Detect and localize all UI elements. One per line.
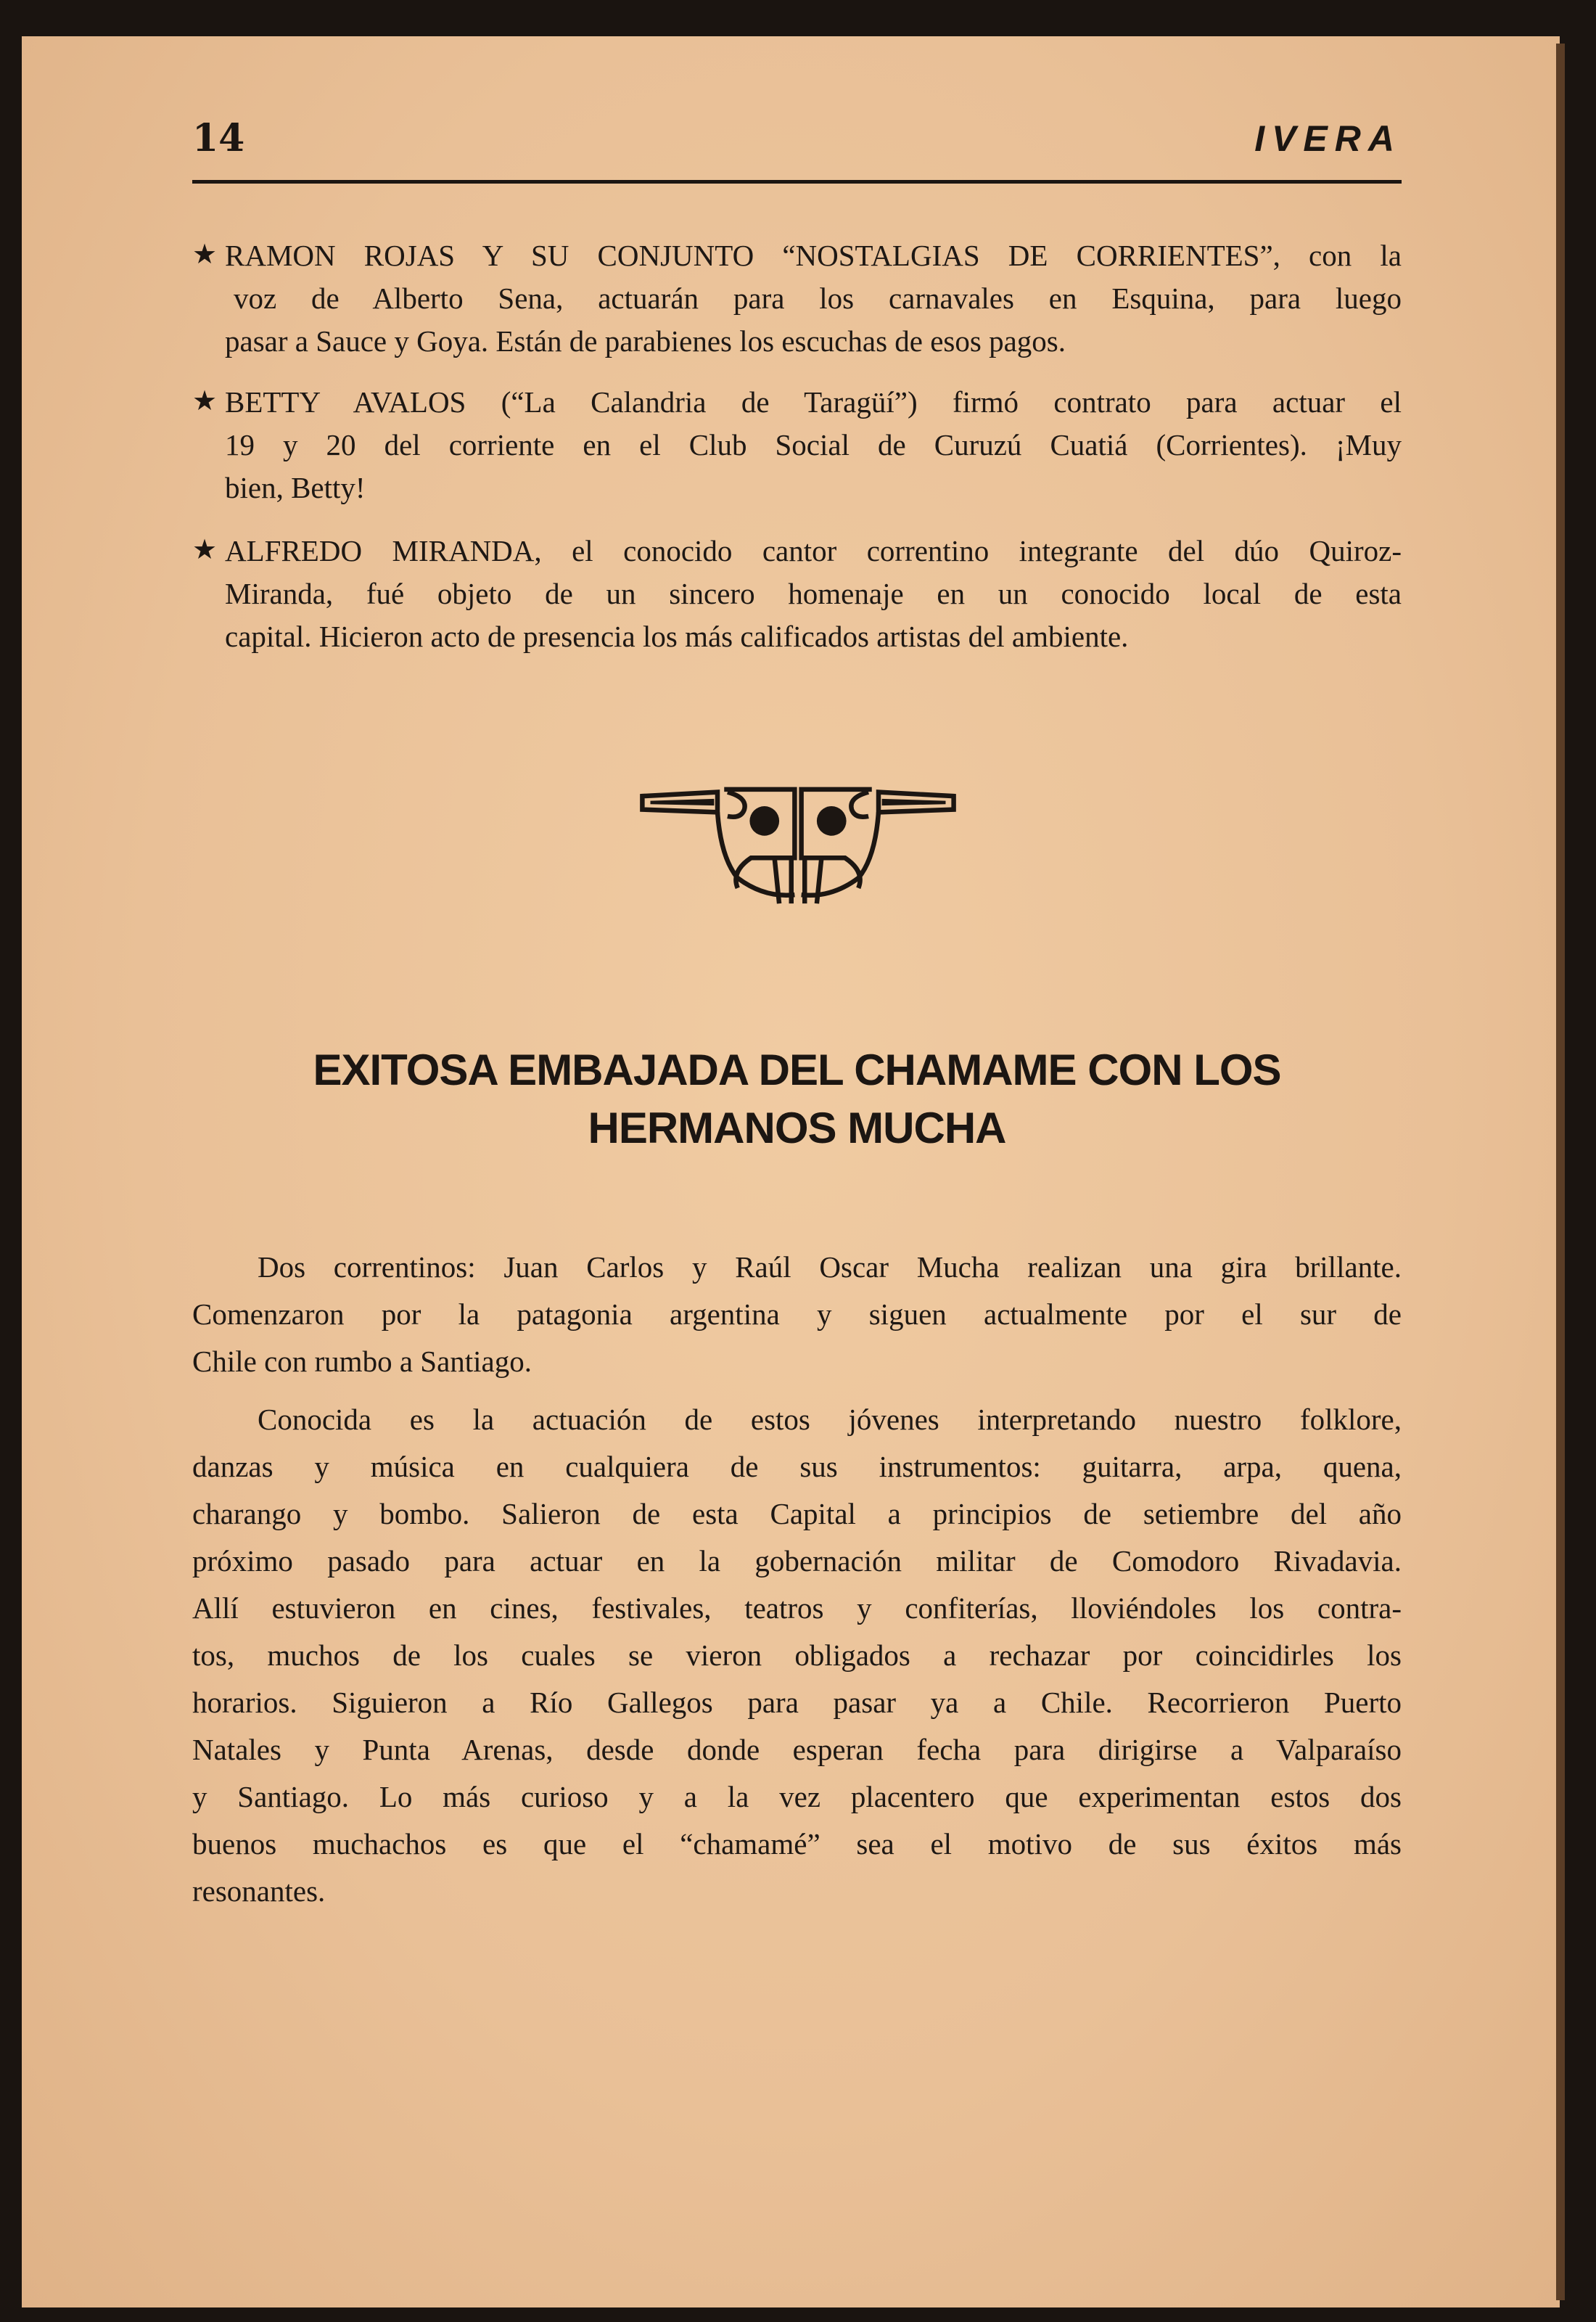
brief-line: bien, Betty!	[225, 471, 366, 504]
brief-line: ALFREDO MIRANDA, el conocido cantor correntino integrante del dúo Quiroz-	[225, 534, 1402, 567]
paragraph-line: resonantes.	[192, 1874, 326, 1908]
brief-line: RAMON ROJAS Y SU CONJUNTO “NOSTALGIAS DE CORRIENTES”, con la	[225, 239, 1402, 272]
header-rule	[192, 180, 1402, 184]
magazine-page	[22, 36, 1560, 2307]
page-edge	[1556, 44, 1565, 2300]
star-bullet-icon: ★	[192, 239, 218, 270]
paragraph-line: Allí estuvieron en cines, festivales, teatros y confiterías, lloviéndoles los contra-	[192, 1591, 1402, 1625]
paragraph-line: charango y bombo. Salieron de esta Capital a principios de setiembre del año	[192, 1497, 1402, 1530]
brief-line: 19 y 20 del corriente en el Club Social de Curuzú Cuatiá (Corrientes). ¡Muy	[225, 428, 1402, 461]
paragraph-line: Conocida es la actuación de estos jóvenes interpretando nuestro folklore,	[258, 1403, 1402, 1436]
brief-line: voz de Alberto Sena, actuarán para los carnavales en Esquina, para luego	[234, 282, 1402, 315]
paragraph-line: Natales y Punta Arenas, desde donde esperan fecha para dirigirse a Valparaíso	[192, 1733, 1402, 1766]
paragraph-line: danzas y música en cualquiera de sus instrumentos: guitarra, arpa, quena,	[192, 1450, 1402, 1483]
paragraph-line: buenos muchachos es que el “chamamé” sea el motivo de sus éxitos más	[192, 1827, 1402, 1861]
brief-line: Miranda, fué objeto de un sincero homenaje en un conocido local de esta	[225, 577, 1402, 610]
brief-line: BETTY AVALOS (“La Calandria de Taragüí”) firmó contrato para actuar el	[225, 385, 1402, 419]
article-title-line-2: HERMANOS MUCHA	[588, 1104, 1006, 1152]
paragraph-line: tos, muchos de los cuales se vieron obligados a rechazar por coincidirles los	[192, 1638, 1402, 1672]
paragraph-line: y Santiago. Lo más curioso y a la vez placentero que experimentan estos dos	[192, 1780, 1402, 1813]
paragraph-line: Comenzaron por la patagonia argentina y siguen actualmente por el sur de	[192, 1297, 1402, 1331]
paragraph-line: horarios. Siguieron a Río Gallegos para pasar ya a Chile. Recorrieron Puerto	[192, 1686, 1402, 1719]
paragraph-line: Dos correntinos: Juan Carlos y Raúl Oscar Mucha realizan una gira brillante.	[258, 1250, 1402, 1284]
star-bullet-icon: ★	[192, 386, 218, 417]
article-title-line-1: EXITOSA EMBAJADA DEL CHAMAME CON LOS	[313, 1046, 1281, 1094]
paragraph-line: Chile con rumbo a Santiago.	[192, 1345, 532, 1378]
page-number: 14	[192, 116, 245, 160]
running-head: IVERA	[1254, 118, 1402, 159]
brief-line: capital. Hicieron acto de presencia los más calificados artistas del ambiente.	[225, 620, 1129, 653]
ornament-icon	[628, 771, 968, 905]
brief-line: pasar a Sauce y Goya. Están de parabienes los escuchas de esos pagos.	[225, 324, 1066, 358]
paragraph-line: próximo pasado para actuar en la gobernación militar de Comodoro Rivadavia.	[192, 1544, 1402, 1578]
star-bullet-icon: ★	[192, 535, 218, 565]
